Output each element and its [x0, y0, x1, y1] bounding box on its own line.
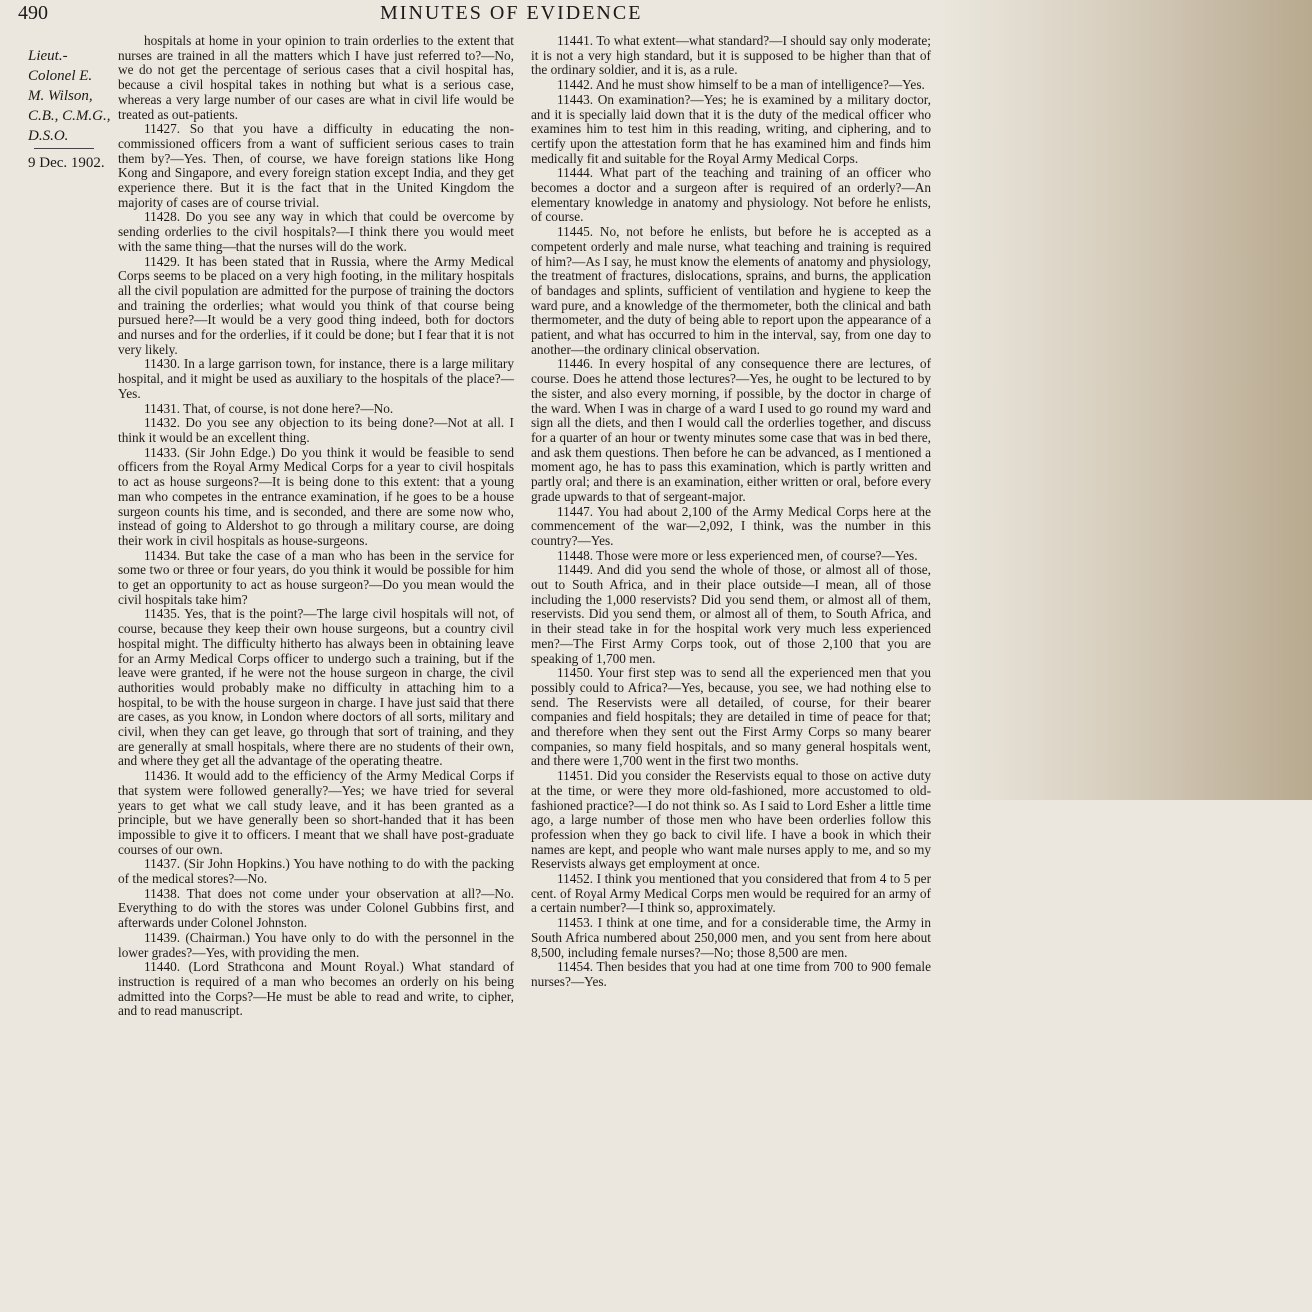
paragraph: 11435. Yes, that is the point?—The large civil hospitals will not, of course, because they keep their own house surgeons, but a country civil hospital might. The difficulty hitherto has always been in obtaining leave for an Army Medical Corps officer to undergo such a training, but if the leave were granted, if he were not the house surgeon in charge, the civil authorities would probably make no difficulty in attaching him to a hospital, to be with the house surgeon in charge. I have just said that there are cases, as you know, in London where doctors of all sorts, military and civil, when they can get leave, go through that sort of training, and they are generally at small hospitals, where there are no students of their own, and where they get all the advantage of the operating theatre.	[118, 606, 514, 769]
paragraph: 11442. And he must show himself to be a man of intelligence?—Yes.	[557, 77, 925, 93]
paragraph: hospitals at home in your opinion to train orderlies to the extent that nurses are trained in all the matters which I have just referred to?—No, we do not get the percentage of serious cases that a civil hospital has, because a civil hospital takes in nothing but what is a serious case, whereas a very large number of our cases are what in civil life would be treated as out-patients.	[118, 33, 514, 122]
margin-line: Colonel E.	[28, 68, 93, 84]
paragraph: 11440. (Lord Strathcona and Mount Royal.) What standard of instruction is required of a man who becomes an orderly on his being admitted into the Corps?—He must be able to read and write, to cipher, and to read manuscript.	[118, 959, 514, 1019]
paragraph: 11449. And did you send the whole of those, or almost all of those, out to South Africa, and in their place outside—I mean, all of those including the 1,000 reservists? Did you send them, or almost all of them, reservists. Did you send them, or almost all of them, to South Africa, and in their stead take in for the hospital work very much less experienced men?—The First Army Corps took, out of those 2,100 that you are speaking of 1,700 men.	[531, 562, 931, 666]
witness-margin-note	[28, 46, 114, 173]
margin-divider	[34, 148, 94, 149]
paragraph: 11429. It has been stated that in Russia, where the Army Medical Corps seems to be placed on a very high footing, in the military hospitals all the civil population are admitted for the purpose of training the doctors and training the orderlies; what would you think of that course being pursued here?—It would be a very good thing indeed, both for doctors and nurses and for the orderlies, if it could be done; but I fear that it is not very likely.	[118, 253, 514, 357]
paragraph: 11432. Do you see any objection to its being done?—Not at all. I think it would be an excellent thing.	[118, 415, 514, 445]
paragraph: 11438. That does not come under your observation at all?—No. Everything to do with the stores was under Colonel Gubbins first, and afterwards under Colonel Johnston.	[118, 885, 514, 931]
paragraph: 11454. Then besides that you had at one time from 700 to 900 female nurses?—Yes.	[531, 959, 931, 989]
paragraph: 11436. It would add to the efficiency of the Army Medical Corps if that system were followed generally?—Yes; we have tried for several years to get what we call study leave, and it has been granted as a principle, but we have generally been so short-handed that it has been impossible to give it to officers. I meant that we shall have post-graduate courses of our own.	[118, 768, 514, 857]
margin-line: M. Wilson,	[28, 88, 93, 104]
paragraph: 11428. Do you see any way in which that could be overcome by sending orderlies to the civil hospitals?—I think there you would meet with the same thing—that the nurses will do the work.	[118, 209, 514, 254]
right-column	[531, 33, 931, 989]
left-column	[118, 33, 514, 1019]
paragraph: 11453. I think at one time, and for a considerable time, the Army in South Africa numbered about 250,000 men, and you sent from here about 8,500, including female nurses?—No; those 8,500 are men.	[531, 915, 931, 960]
paragraph: 11430. In a large garrison town, for instance, there is a large military hospital, and it might be used as auxiliary to the hospitals of the place?—Yes.	[118, 356, 514, 401]
paragraph: 11445. No, not before he enlists, but before he is accepted as a competent orderly and male nurse, what teaching and training is required of him?—As I say, he must know the elements of anatomy and physiology, the treatment of fractures, dislocations, sprains, and burns, the application of bandages and splints, sufficient of ventilation and hygiene to keep the ward pure, and a knowledge of the thermometer, both the clinical and bath thermometer, and the duty of being able to report upon the appearance of a patient, and what has occurred to him in the interval, say, from one day to another—the ordinary clinical observation.	[531, 224, 931, 357]
paragraph: 11452. I think you mentioned that you considered that from 4 to 5 per cent. of Royal Army Medical Corps men would be required for an army of a certain number?—I think so, approximately.	[531, 871, 931, 916]
margin-line: Lieut.-	[28, 48, 68, 64]
paragraph: 11451. Did you consider the Reservists equal to those on active duty at the time, or were they more old-fashioned, more accustomed to old-fashioned practice?—I do not think so. As I said to Lord Esher a little time ago, a large number of those men who have been orderlies follow this profession when they go back to civil life. I have a book in which their names are kept, and people who want male nurses apply to me, and so my Reservists always get employment at once.	[531, 768, 931, 872]
paragraph: 11427. So that you have a difficulty in educating the non-commissioned officers from a want of sufficient serious cases to train them by?—Yes. Then, of course, we have foreign stations like Hong Kong and Singapore, and every foreign station except India, and they get experience there. But it is the fact that in the United Kingdom the majority of cases are of course trivial.	[118, 121, 514, 210]
page-edge-shadow	[942, 0, 1312, 800]
margin-line: D.S.O.	[28, 128, 69, 144]
paragraph: 11450. Your first step was to send all the experienced men that you possibly could to Africa?—Yes, because, you see, we had nothing else to send. The Reservists were all detailed, of course, for their bearer companies and field hospitals; they are detailed in time of peace for that; and therefore when they sent out the First Army Corps so many bearer companies, so many field hospitals, and so many general hospitals went, and there were 1,700 went in the first two months.	[531, 665, 931, 769]
paragraph: 11444. What part of the teaching and training of an officer who becomes a doctor and a surgeon after is required of an orderly?—An elementary knowledge in anatomy and physiology. Not before he enlists, of course.	[531, 165, 931, 225]
paragraph: 11443. On examination?—Yes; he is examined by a military doctor, and it is specially laid down that it is the duty of the medical officer who examines him to test him in this reading, writing, and ciphering, and to certify upon the attestation form that he has examined him and finds him medically fit and suitable for the Royal Army Medical Corps.	[531, 91, 931, 166]
paragraph: 11447. You had about 2,100 of the Army Medical Corps here at the commencement of the war—2,092, I think, was the number in this country?—Yes.	[531, 503, 931, 548]
paragraph: 11433. (Sir John Edge.) Do you think it would be feasible to send officers from the Royal Army Medical Corps for a year to civil hospitals to act as house surgeons?—It is being done to this extent: that a young man who competes in the entrance examination, if he goes to be a house surgeon counts his time, and is seconded, and there are some now who, instead of going to Aldershot to go through a military course, are doing their work in civil hospitals as house-surgeons.	[118, 444, 514, 548]
paragraph: 11446. In every hospital of any consequence there are lectures, of course. Does he attend those lectures?—Yes, he ought to be lectured to by the sister, and also every morning, if possible, by the doctor in charge of the ward. When I was in charge of a ward I used to go round my ward and sign all the diets, and then I would call the orderlies together, and discuss for a quarter of an hour or twenty minutes some case that was in bed there, and ask them questions. Then before he can be advanced, as I mentioned a moment ago, he has to pass this examination, which is partly written and partly oral; and there is an examination, either written or oral, before every grade upwards to that of sergeant-major.	[531, 356, 931, 504]
paragraph: 11441. To what extent—what standard?—I should say only moderate; it is not a very high standard, but it is supposed to be higher than that of the ordinary soldier, and it is, as a rule.	[531, 33, 931, 78]
paragraph: 11439. (Chairman.) You have only to do with the personnel in the lower grades?—Yes, with providing the men.	[118, 929, 514, 960]
paragraph: 11434. But take the case of a man who has been in the service for some two or three or four years, do you think it would be possible for him to get an opportunity to act as house surgeon?—Do you mean would the civil hospitals take him?	[118, 547, 514, 607]
margin-date: 9 Dec. 1902.	[28, 155, 105, 171]
paragraph: 11431. That, of course, is not done here?—No.	[144, 400, 394, 416]
page-number: 490	[18, 2, 48, 24]
running-head: MINUTES OF EVIDENCE	[380, 2, 643, 24]
margin-line: C.B., C.M.G.,	[28, 108, 111, 124]
paragraph: 11437. (Sir John Hopkins.) You have nothing to do with the packing of the medical stores?—No.	[118, 856, 514, 887]
paragraph: 11448. Those were more or less experienced men, of course?—Yes.	[557, 547, 918, 563]
